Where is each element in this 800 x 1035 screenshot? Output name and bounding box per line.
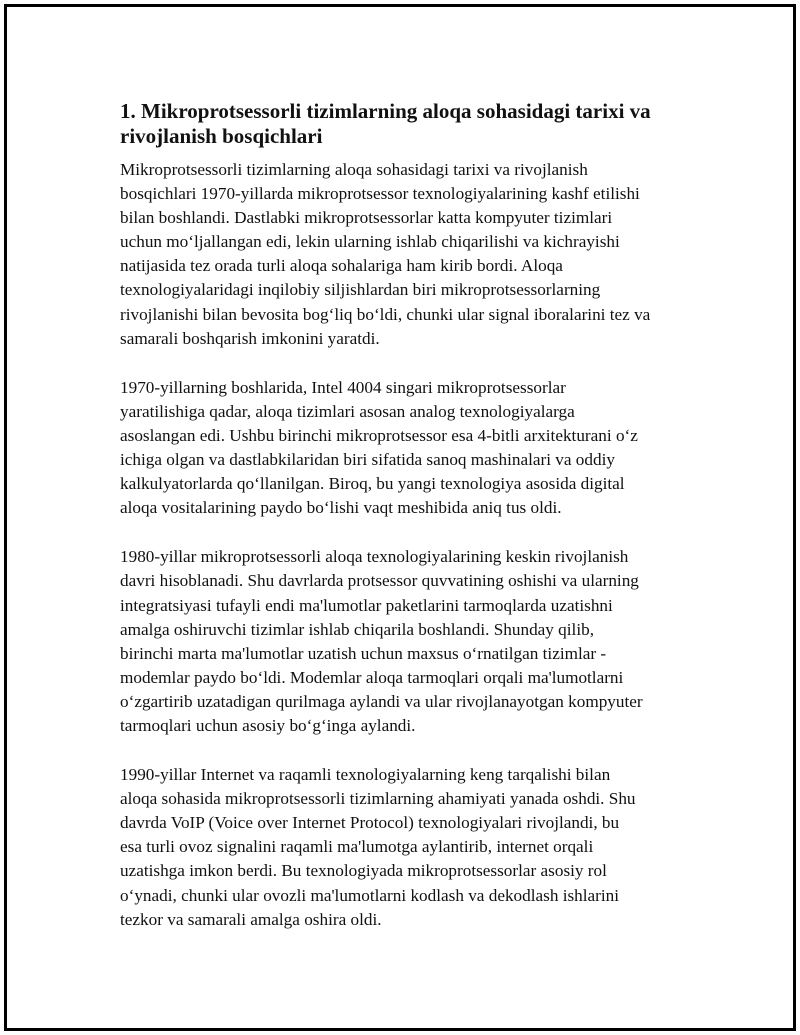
section-heading — [120, 99, 700, 149]
text-line: bilan boshlandi. Dastlabki mikroprotsessorlar katta kompyuter tizimlari — [120, 208, 613, 228]
heading-line: 1. Mikroprotsessorli tizimlarning aloqa sohasidagi tarixi va — [120, 99, 651, 123]
body-paragraph — [120, 158, 700, 351]
text-line: 1990-yillar Internet va raqamli texnologiyalarning keng tarqalishi bilan — [120, 765, 611, 785]
text-line: amalga oshiruvchi tizimlar ishlab chiqarila boshlandi. Shunday qilib, — [120, 619, 594, 639]
body-paragraph — [120, 545, 700, 738]
text-line: Mikroprotsessorli tizimlarning aloqa sohasidagi tarixi va rivojlanish — [120, 160, 588, 179]
text-line: tezkor va samarali amalga oshira oldi. — [120, 909, 382, 929]
text-line: samarali boshqarish imkonini yaratdi. — [120, 328, 380, 348]
body-paragraph — [120, 376, 700, 521]
text-line: aloqa sohasida mikroprotsessorli tizimlarning ahamiyati yanada oshdi. Shu — [120, 789, 636, 809]
text-line: ichiga olgan va dastlabkilaridan biri sifatida sanoq mashinalari va oddiy — [120, 450, 615, 470]
text-line: aloqa vositalarining paydo boʻlishi vaqt meshibida aniq tus oldi. — [120, 498, 562, 518]
text-line: natijasida tez orada turli aloqa sohalariga ham kirib bordi. Aloqa — [120, 256, 563, 276]
body-paragraph — [120, 763, 700, 932]
page-frame — [4, 4, 796, 1031]
text-line: rivojlanishi bilan bevosita bogʻliq boʻldi, chunki ular signal iboralarini tez va — [120, 304, 651, 324]
text-line: tarmoqlari uchun asosiy boʻgʻinga aylandi. — [120, 715, 416, 735]
text-line: davri hisoblanadi. Shu davrlarda protsessor quvvatining oshishi va ularning — [120, 571, 639, 591]
text-line: texnologiyalaridagi inqilobiy siljishlardan biri mikroprotsessorlarning — [120, 280, 601, 300]
text-line: oʻynadi, chunki ular ovozli ma'lumotlarni kodlash va dekodlash ishlarini — [120, 885, 620, 905]
text-line: yaratilishiga qadar, aloqa tizimlari asosan analog texnologiyalarga — [120, 401, 575, 421]
document-content — [120, 99, 700, 957]
text-line: modemlar paydo boʻldi. Modemlar aloqa tarmoqlari orqali ma'lumotlarni — [120, 667, 624, 687]
text-line: 1970-yillarning boshlarida, Intel 4004 singari mikroprotsessorlar — [120, 377, 566, 397]
text-line: birinchi marta ma'lumotlar uzatish uchun maxsus oʻrnatilgan tizimlar - — [120, 643, 607, 663]
text-line: davrda VoIP (Voice over Internet Protocol) texnologiyalari rivojlandi, bu — [120, 813, 620, 833]
text-line: uchun moʻljallangan edi, lekin ularning ishlab chiqarilishi va kichrayishi — [120, 232, 620, 252]
text-line: bosqichlari 1970-yillarda mikroprotsessor texnologiyalarining kashf etilishi — [120, 184, 640, 204]
text-line: asoslangan edi. Ushbu birinchi mikroprotsessor esa 4-bitli arxitekturani oʻz — [120, 425, 638, 445]
heading-line: rivojlanish bosqichlari — [120, 124, 323, 148]
text-line: uzatishga imkon berdi. Bu texnologiyada mikroprotsessorlar asosiy rol — [120, 861, 607, 881]
text-line: 1980-yillar mikroprotsessorli aloqa texnologiyalarining keskin rivojlanish — [120, 547, 629, 567]
text-line: oʻzgartirib uzatadigan qurilmaga aylandi va ular rivojlanayotgan kompyuter — [120, 691, 643, 711]
text-line: integratsiyasi tufayli endi ma'lumotlar paketlarini tarmoqlarda uzatishni — [120, 595, 613, 615]
text-line: kalkulyatorlarda qoʻllanilgan. Biroq, bu yangi texnologiya asosida digital — [120, 474, 625, 494]
text-line: esa turli ovoz signalini raqamli ma'lumotga aylantirib, internet orqali — [120, 837, 594, 857]
